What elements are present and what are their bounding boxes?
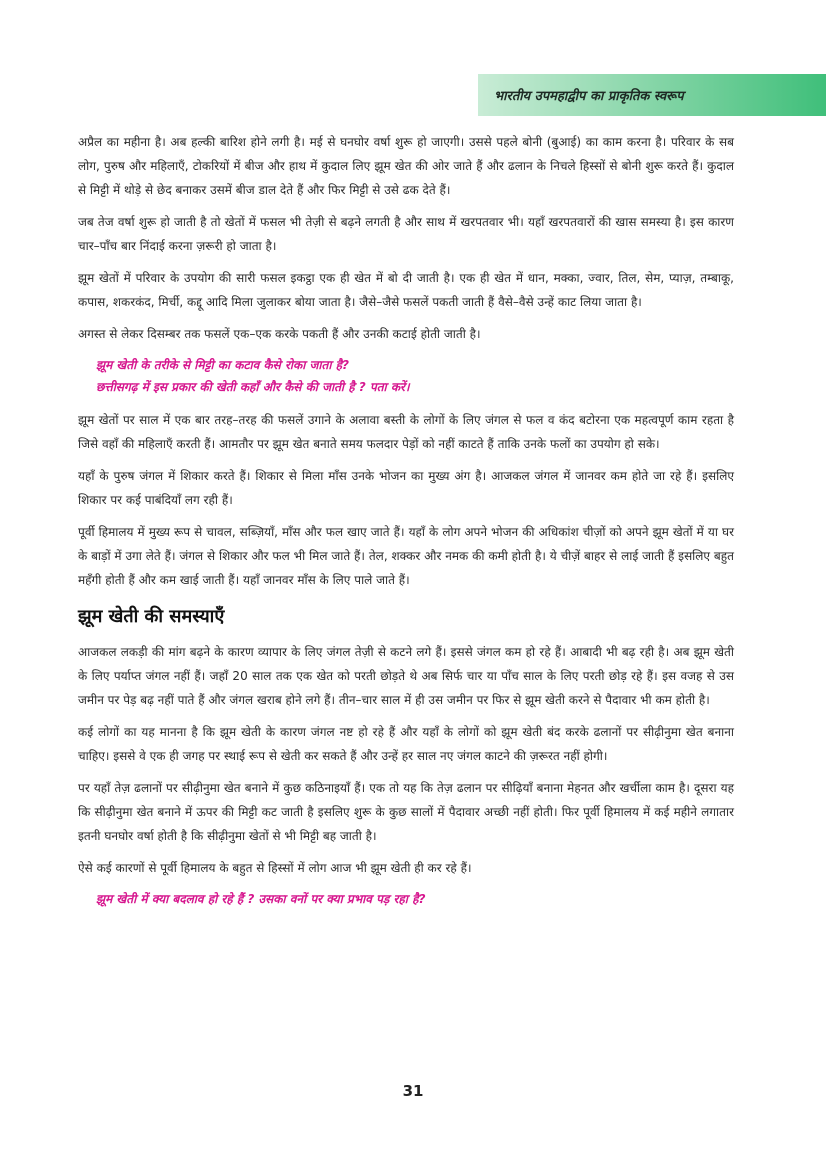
paragraph-terrace-difficulty: पर यहाँ तेज़ ढलानों पर सीढ़ीनुमा खेत बनाने में कुछ कठिनाइयाँ हैं। एक तो यह कि तेज़ ढलान पर सीढ़ियाँ बनाना मेहनत और खर्चीला काम है। दूसरा यह कि सीढ़ीनुमा खेत बनाने में ऊपर की मिट्टी कट जाती है इसलिए शुरू के कुछ सालों में पैदावार अच्छी नहीं होती। फिर पूर्वी हिमालय में कई महीने लगातार इतनी घनघोर वर्षा होती है कि सीढ़ीनुमा खेतों से भी मिट्टी बह जाती है। bbox=[78, 781, 734, 843]
paragraph-hunting: यहाँ के पुरुष जंगल में शिकार करते हैं। शिकार से मिला माँस उनके भोजन का मुख्य अंग है। आजकल जंगल में जानवर कम होते जा रहे हैं। इसलिए शिकार पर कई पाबंदियाँ लग रही हैं। bbox=[78, 469, 734, 507]
paragraph-conclusion: ऐसे कई कारणों से पूर्वी हिमालय के बहुत से हिस्सों में लोग आज भी झूम खेती ही कर रहे हैं। bbox=[78, 861, 472, 875]
question-block-2 bbox=[78, 888, 734, 910]
page-content bbox=[78, 130, 734, 920]
chapter-title: भारतीय उपमहाद्वीप का प्राकृतिक स्वरूप bbox=[494, 89, 684, 104]
paragraph-food: पूर्वी हिमालय में मुख्य रूप से चावल, सब्ज़ियाँ, माँस और फल खाए जाते हैं। यहाँ के लोग अपने भोजन की अधिकांश चीज़ों को अपने झूम खेतों में या घर के बाड़ों में उगा लेते हैं। जंगल से शिकार और फल भी मिल जाते हैं। तेल, शक्कर और नमक की कमी होती है। ये चीज़ें बाहर से लाई जाती हैं इसलिए बहुत महँगी होती हैं और कम खाई जाती हैं। यहाँ जानवर माँस के लिए पाले जाते हैं। bbox=[78, 525, 734, 587]
question-block-1 bbox=[78, 354, 734, 398]
paragraph-harvest: अगस्त से लेकर दिसम्बर तक फसलें एक–एक करके पकती हैं और उनकी कटाई होती जाती है। bbox=[78, 327, 481, 341]
paragraph-deforestation: आजकल लकड़ी की मांग बढ़ने के कारण व्यापार के लिए जंगल तेज़ी से कटने लगे हैं। इससे जंगल कम हो रहे हैं। आबादी भी बढ़ रही है। अब झूम खेती के लिए पर्याप्त जंगल नहीं हैं। जहाँ 20 साल तक एक खेत को परती छोड़ते थे अब सिर्फ चार या पाँच साल के लिए परती छोड़ रहे हैं। इस वजह से उस जमीन पर पेड़ बढ़ नहीं पाते हैं और जंगल खराब होने लगे हैं। तीन–चार साल में ही उस जमीन पर फिर से झूम खेती करने से पैदावार भी कम होती है। bbox=[78, 645, 734, 707]
paragraph-sowing: अप्रैल का महीना है। अब हल्की बारिश होने लगी है। मई से घनघोर वर्षा शुरू हो जाएगी। उससे पहले बोनी (बुआई) का काम करना है। परिवार के सब लोग, पुरुष और महिलाएँ, टोकरियों में बीज और हाथ में कुदाल लिए झूम खेत की ओर जाते हैं और ढलान के निचले हिस्सों से बोनी शुरू करते हैं। कुदाल से मिट्टी में थोड़े से छेद बनाकर उसमें बीज डाल देते हैं और फिर मिट्टी से उसे ढक देते हैं। bbox=[78, 135, 734, 197]
question-soil-erosion: झूम खेती के तरीके से मिट्टी का कटाव कैसे रोका जाता है? bbox=[96, 358, 349, 372]
chapter-header-band bbox=[478, 74, 826, 116]
page-number: 31 bbox=[402, 1082, 424, 1100]
paragraph-weeds: जब तेज वर्षा शुरू हो जाती है तो खेतों में फसल भी तेज़ी से बढ़ने लगती है और साथ में खरपतवार भी। यहाँ खरपतवारों की खास समस्या है। इस कारण चार–पाँच बार निंदाई करना ज़रूरी हो जाता है। bbox=[78, 215, 734, 253]
section-heading-problems: झूम खेती की समस्याएँ bbox=[78, 606, 225, 627]
paragraph-mixed-crops: झूम खेतों में परिवार के उपयोग की सारी फसल इकट्ठा एक ही खेत में बो दी जाती है। एक ही खेत में धान, मक्का, ज्वार, तिल, सेम, प्याज़, तम्बाकू, कपास, शकरकंद, मिर्ची, कद्दू आदि मिला जुलाकर बोया जाता है। जैसे–जैसे फसलें पकती जाती हैं वैसे–वैसे उन्हें काट लिया जाता है। bbox=[78, 271, 734, 309]
paragraph-gathering: झूम खेतों पर साल में एक बार तरह–तरह की फसलें उगाने के अलावा बस्ती के लोगों के लिए जंगल से फल व कंद बटोरना एक महत्वपूर्ण काम रहता है जिसे वहाँ की महिलाएँ करती हैं। आमतौर पर झूम खेत बनाते समय फलदार पेड़ों को नहीं काटते हैं ताकि उनके फलों का उपयोग हो सके। bbox=[78, 413, 734, 451]
question-changes-impact: झूम खेती में क्या बदलाव हो रहे हैं ? उसका वनों पर क्या प्रभाव पड़ रहा है? bbox=[96, 892, 426, 906]
paragraph-terrace-view: कई लोगों का यह मानना है कि झूम खेती के कारण जंगल नष्ट हो रहे हैं और यहाँ के लोगों को झूम खेती बंद करके ढलानों पर सीढ़ीनुमा खेत बनाना चाहिए। इससे वे एक ही जगह पर स्थाई रूप से खेती कर सकते हैं और उन्हें हर साल नए जंगल काटने की ज़रूरत नहीं होगी। bbox=[78, 725, 734, 763]
question-chhattisgarh: छत्तीसगढ़ में इस प्रकार की खेती कहाँ और कैसे की जाती है ? पता करें। bbox=[96, 380, 410, 394]
